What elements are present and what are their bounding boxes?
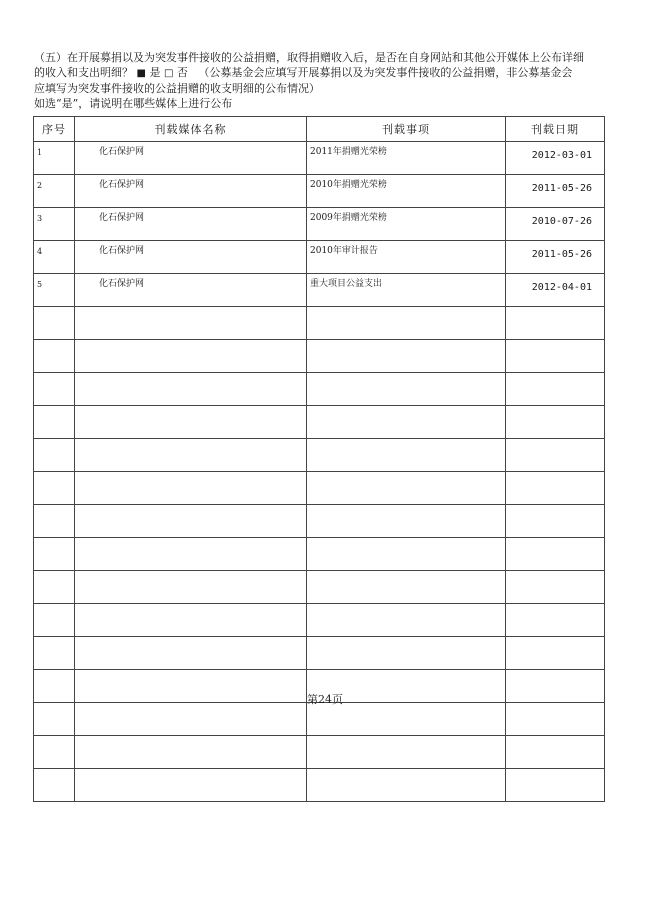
row-publish-date (506, 340, 605, 373)
row-index (34, 406, 75, 439)
table-row (34, 571, 605, 604)
row-publish-item: 2010年捐赠光荣榜 (307, 175, 506, 208)
table-row (34, 406, 605, 439)
row-publish-item (307, 307, 506, 340)
row-publish-item (307, 439, 506, 472)
row-publish-item: 2010年审计报告 (307, 241, 506, 274)
table-row (34, 307, 605, 340)
row-publish-item (307, 373, 506, 406)
row-media-name (75, 538, 307, 571)
row-media-name: 化石保护网 (75, 208, 307, 241)
unchecked-box-icon: □ (163, 68, 174, 79)
row-media-name (75, 340, 307, 373)
row-index (34, 604, 75, 637)
table-row (34, 505, 605, 538)
row-publish-item: 重大项目公益支出 (307, 274, 506, 307)
row-index (34, 736, 75, 769)
page-number: 第24页 (307, 693, 343, 706)
row-publish-item (307, 571, 506, 604)
row-index (34, 505, 75, 538)
row-index (34, 538, 75, 571)
table-header-row (34, 117, 605, 142)
row-publish-item: 2011年捐赠光荣榜 (307, 142, 506, 175)
table-row (34, 604, 605, 637)
row-media-name (75, 604, 307, 637)
row-media-name (75, 439, 307, 472)
row-publish-date (506, 538, 605, 571)
row-publish-date: 2011-05-26 (506, 241, 605, 274)
row-media-name (75, 307, 307, 340)
row-index (34, 769, 75, 802)
row-index (34, 472, 75, 505)
row-media-name (75, 373, 307, 406)
row-index (34, 439, 75, 472)
yes-option-label: 是 (149, 66, 161, 79)
table-row (34, 274, 605, 307)
header-publish-date: 刊载日期 (506, 117, 605, 142)
row-publish-item (307, 340, 506, 373)
question-line-1: （五）在开展募捐以及为突发事件接收的公益捐赠，取得捐赠收入后，是否在自身网站和其他公开媒体上公布详细 (34, 51, 584, 64)
checked-box-icon: ■ (136, 68, 146, 79)
row-publish-date (506, 373, 605, 406)
row-media-name (75, 736, 307, 769)
row-publish-date (506, 703, 605, 736)
row-publish-item (307, 538, 506, 571)
question-line-2-prefix: 的收入和支出明细？ (34, 66, 133, 79)
header-media-name: 刊载媒体名称 (75, 117, 307, 142)
row-index (34, 703, 75, 736)
row-publish-date: 2011-05-26 (506, 175, 605, 208)
question-line-2 (34, 65, 614, 81)
table-row (34, 175, 605, 208)
table-row (34, 439, 605, 472)
table-row (34, 142, 605, 175)
row-publish-item (307, 604, 506, 637)
table-row (34, 637, 605, 670)
row-publish-item (307, 637, 506, 670)
header-index: 序号 (34, 117, 75, 142)
row-publish-item (307, 736, 506, 769)
row-media-name (75, 703, 307, 736)
table-row (34, 736, 605, 769)
row-publish-date (506, 439, 605, 472)
table-row (34, 373, 605, 406)
row-index (34, 373, 75, 406)
row-index: 3 (34, 208, 75, 241)
table-row (34, 241, 605, 274)
row-publish-date (506, 571, 605, 604)
row-media-name (75, 637, 307, 670)
row-publish-item (307, 505, 506, 538)
question-line-3: 应填写为突发事件接收的公益捐赠的收支明细的公布情况） (34, 82, 320, 95)
row-index (34, 340, 75, 373)
row-index: 1 (34, 142, 75, 175)
row-media-name: 化石保护网 (75, 274, 307, 307)
row-media-name (75, 406, 307, 439)
row-media-name: 化石保护网 (75, 241, 307, 274)
row-publish-date (506, 637, 605, 670)
row-index (34, 571, 75, 604)
row-publish-item (307, 703, 506, 736)
row-media-name (75, 472, 307, 505)
row-media-name: 化石保护网 (75, 142, 307, 175)
row-index (34, 307, 75, 340)
table-row (34, 703, 605, 736)
row-publish-item (307, 406, 506, 439)
row-publish-date (506, 505, 605, 538)
row-media-name (75, 571, 307, 604)
row-publish-date (506, 769, 605, 802)
table-row (34, 208, 605, 241)
row-publish-item: 2009年捐赠光荣榜 (307, 208, 506, 241)
row-publish-date: 2012-03-01 (506, 142, 605, 175)
table-row (34, 340, 605, 373)
table-row (34, 472, 605, 505)
row-publish-date (506, 472, 605, 505)
row-publish-date (506, 406, 605, 439)
row-media-name (75, 505, 307, 538)
disclosure-question (34, 50, 614, 111)
row-media-name: 化石保护网 (75, 175, 307, 208)
no-option-label: 否 (176, 66, 188, 79)
row-publish-item (307, 769, 506, 802)
row-publish-date: 2012-04-01 (506, 274, 605, 307)
question-line-4: 如选“是”，请说明在哪些媒体上进行公布 (34, 97, 233, 110)
table-row (34, 769, 605, 802)
row-publish-item (307, 472, 506, 505)
question-note: （公募基金会应填写开展募捐以及为突发事件接收的公益捐赠，非公募基金会 (198, 66, 573, 79)
row-publish-date (506, 604, 605, 637)
table-row (34, 538, 605, 571)
row-index (34, 637, 75, 670)
row-publish-date (506, 307, 605, 340)
row-index: 4 (34, 241, 75, 274)
row-index: 2 (34, 175, 75, 208)
row-index: 5 (34, 274, 75, 307)
row-publish-date: 2010-07-26 (506, 208, 605, 241)
row-media-name (75, 769, 307, 802)
header-publish-item: 刊载事项 (307, 117, 506, 142)
row-publish-date (506, 736, 605, 769)
